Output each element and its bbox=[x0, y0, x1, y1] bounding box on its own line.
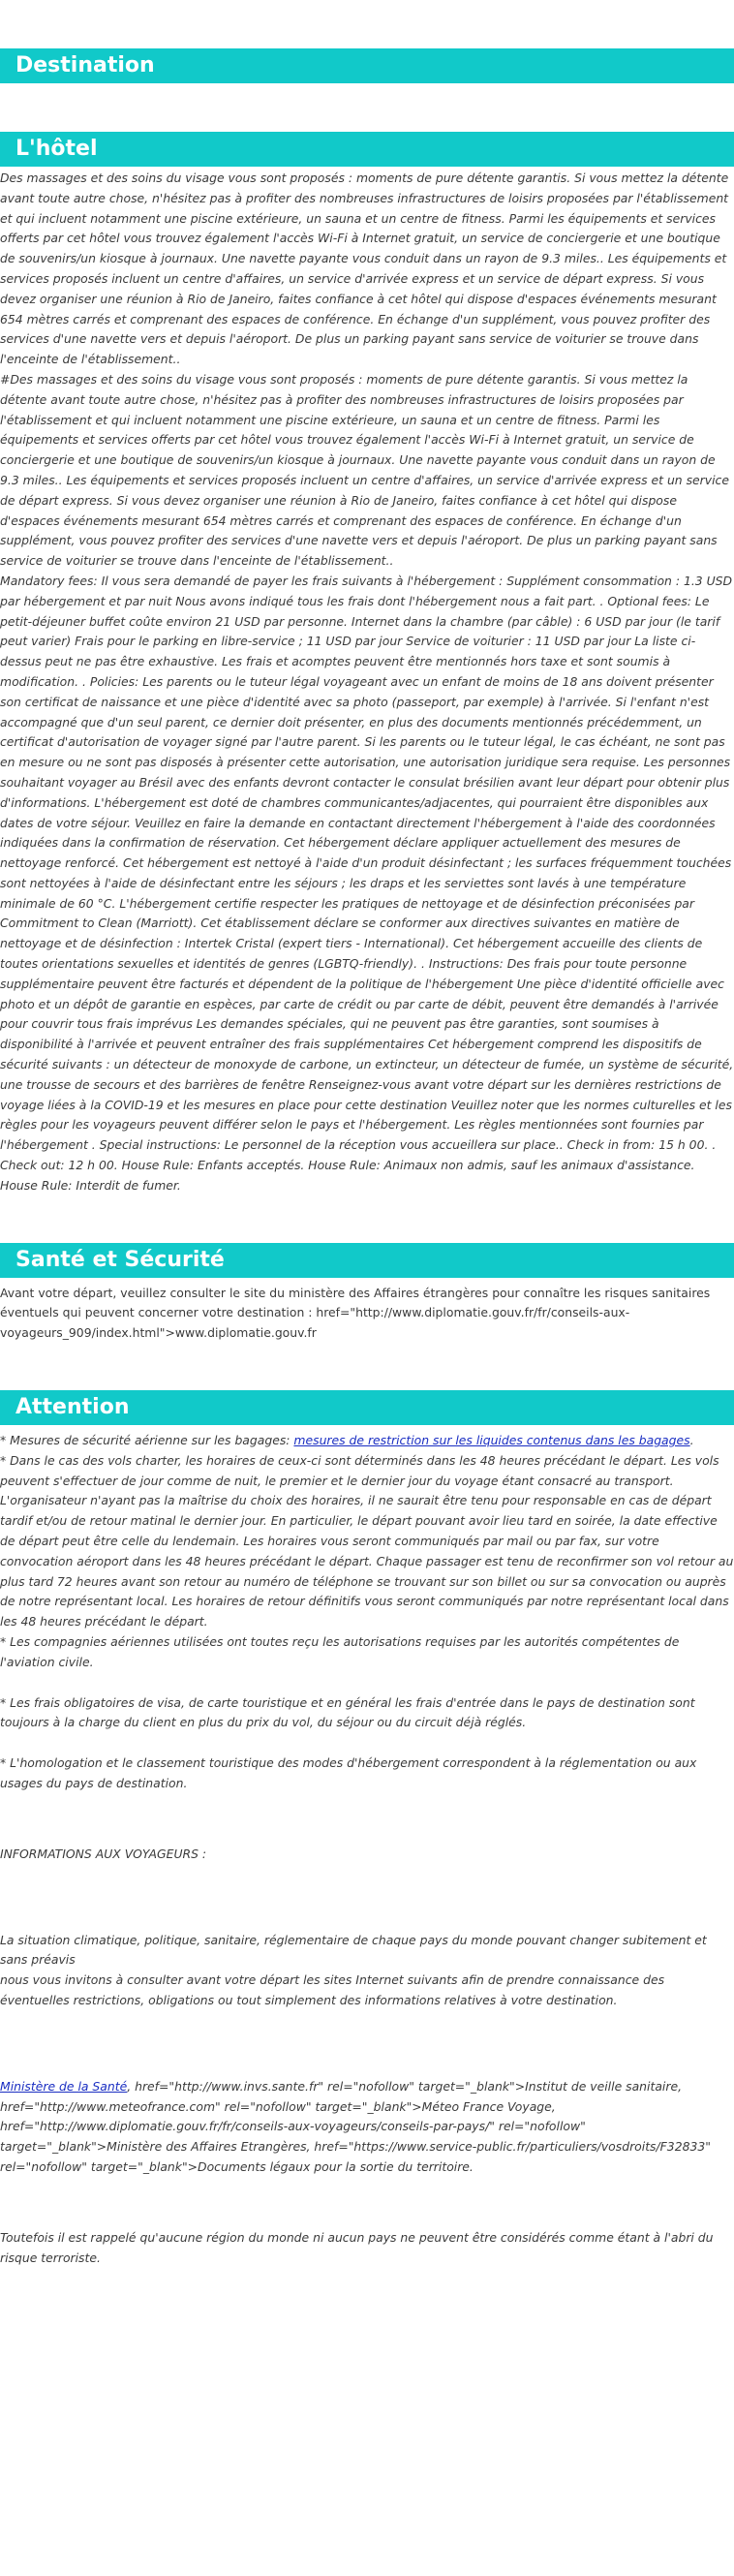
liquids-restriction-link[interactable]: mesures de restriction sur les liquides contenus dans les bagages bbox=[293, 1433, 690, 1448]
terrorism-notice: Toutefois il est rappelé qu'aucune région du monde ni aucun pays ne peuvent être considérés comme étant à l'abri du risque terroriste. bbox=[0, 2229, 714, 2265]
homologation-notice: * L'homologation et le classement touristique des modes d'hébergement correspondent à la réglementation ou aux usages du pays de destination. bbox=[0, 1755, 697, 1790]
airlines-notice: * Les compagnies aériennes utilisées ont toutes reçu les autorisations requises par les autorités compétentes de l'aviation civile. bbox=[0, 1634, 680, 1669]
useful-links bbox=[0, 2077, 734, 2178]
attention-heading: Attention bbox=[0, 1390, 734, 1425]
health-heading: Santé et Sécurité bbox=[0, 1243, 734, 1278]
situation-warning: La situation climatique, politique, sanitaire, réglementaire de chaque pays du monde pouvant changer subitement et sans préavis bbox=[0, 1932, 707, 1968]
traveller-info-heading: INFORMATIONS AUX VOYAGEURS : bbox=[0, 1846, 207, 1861]
hotel-heading: L'hôtel bbox=[0, 132, 734, 167]
charter-notice: * Dans le cas des vols charter, les horaires de ceux-ci sont déterminés dans les 48 heures précédant le départ. Les vols peuvent s'effectuer de jour comme de nuit, le premier et le dernier jour du voyage étant consacré au transport. L'organisateur n'ayant pas la maîtrise du choix des horaires, il ne saurait être tenu pour responsable en cas de départ tardif et/ou de retour matinal le dernier jour. En particulier, le départ pouvant avoir lieu tard en soirée, la date effective de départ peut être celle du lendemain. Les horaires vous seront communiqués par mail ou par fax, sur votre convocation aéroport dans les 48 heures précédant le départ. Chaque passager est tenu de reconfirmer son vol retour au plus tard 72 heures avant son retour au numéro de téléphone se trouvant sur son billet ou sur sa convocation ou auprès de notre représentant local. Les horaires de retour définitifs vous seront communiqués par notre représentant local dans les 48 heures précédant le départ. bbox=[0, 1452, 734, 1629]
destination-heading: Destination bbox=[0, 48, 734, 83]
situation-advice: nous vous invitons à consulter avant votre départ les sites Internet suivants afin de prendre connaissance des éventuelles restrictions, obligations ou tout simplement des informations relatives à votre destination. bbox=[0, 1972, 665, 2007]
hotel-description-repeat: #Des massages et des soins du visage vous sont proposés : moments de pure détente garantis. Si vous mettez la détente avant toute autre chose, n'hésitez pas à profiter des nombreuses infrastructures de loisirs proposées par l'établissement et qui incluent notamment une piscine extérieure, un sauna et un centre de fitness. Parmi les équipements et services offerts par cet hôtel vous trouvez également l'accès Wi-Fi à Internet gratuit, un service de conciergerie et une boutique de souvenirs/un kiosque à journaux. Une navette payante vous conduit dans un rayon de 9.3 miles.. Les équipements et services proposés incluent un centre d'affaires, un service d'arrivée express et un service de départ express. Si vous devez organiser une réunion à Rio de Janeiro, faites confiance à cet hôtel qui dispose d'espaces événements mesurant 654 mètres carrés et comprenant des espaces de conférence. En échange d'un supplément, vous pouvez profiter des services d'une navette vers et depuis l'aéroport. De plus un parking payant sans service de voiturier se trouve dans l'enceinte de l'établissement.. bbox=[0, 371, 729, 569]
hotel-description: Des massages et des soins du visage vous sont proposés : moments de pure détente garantis. Si vous mettez la détente avant toute autre chose, n'hésitez pas à profiter des nombreuses infrastructures de loisirs proposées par l'établissement et qui incluent notamment une piscine extérieure, un sauna et un centre de fitness. Parmi les équipements et services offerts par cet hôtel vous trouvez également l'accès Wi-Fi à Internet gratuit, un service de conciergerie et une boutique de souvenirs/un kiosque à journaux. Une navette payante vous conduit dans un rayon de 9.3 miles.. Les équipements et services proposés incluent un centre d'affaires, un service d'arrivée express et un service de départ express. Si vous devez organiser une réunion à Rio de Janeiro, faites confiance à cet hôtel qui dispose d'espaces événements mesurant 654 mètres carrés et comprenant des espaces de conférence. En échange d'un supplément, vous pouvez profiter des services d'une navette vers et depuis l'aéroport. De plus un parking payant sans service de voiturier se trouve dans l'enceinte de l'établissement.. bbox=[0, 171, 729, 367]
hotel-fees-policies: Mandatory fees: Il vous sera demandé de payer les frais suivants à l'hébergement : Supplément consommation : 1.3 USD par hébergement et par nuit Nous avons indiqué tous les frais dont l'hébergement nous a fait part. . Optional fees: Le petit-déjeuner buffet coûte environ 21 USD par personne. Internet dans la chambre (par câble) : 6 USD par jour (le tarif peut varier) Frais pour le parking en libre-service ; 11 USD par jour Service de voiturier : 11 USD par jour La liste ci-dessus peut ne pas être exhaustive. Les frais et acomptes peuvent être mentionnés hors taxe et sont soumis à modification. . Policies: Les parents ou le tuteur légal voyageant avec un enfant de moins de 18 ans doivent présenter son certificat de naissance et une pièce d'identité avec sa photo (passeport, par exemple) à l'arrivée. Si l'enfant n'est accompagné que d'un seul parent, ce dernier doit présenter, en plus des documents mentionnés précédemment, un certificat d'autorisation de voyager signé par l'autre parent. Si les parents ou le tuteur légal, le cas échéant, ne sont pas en mesure ou ne sont pas disposés à présenter cette autorisation, une autorisation juridique sera requise. Les personnes souhaitant voyager au Brésil avec des enfants devront contacter le consulat brésilien avant leur départ pour obtenir plus d'informations. L'hébergement est doté de chambres communicantes/adjacentes, qui pourraient être disponibles aux dates de votre séjour. Veuillez en faire la demande en contactant directement l'hébergement à l'aide des coordonnées indiquées dans la confirmation de réservation. Cet hébergement déclare appliquer actuellement des mesures de nettoyage renforcé. Cet hébergement est nettoyé à l'aide d'un produit désinfectant ; les surfaces fréquemment touchées sont nettoyées à l'aide de désinfectant entre les séjours ; les draps et les serviettes sont lavés à une température minimale de 60 °C. L'hébergement certifie respecter les pratiques de nettoyage et de désinfection préconisées par Commitment to Clean (Marriott). Cet établissement déclare se conformer aux directives suivantes en matière de nettoyage et de désinfection : Intertek Cristal (expert tiers - International). Cet hébergement accueille des clients de toutes orientations sexuelles et identités de genres (LGBTQ-friendly). . Instructions: Des frais pour toute personne supplémentaire peuvent être facturés et dépendent de la politique de l'hébergement Une pièce d'identité officielle avec photo et un dépôt de garantie en espèces, par carte de crédit ou par carte de débit, peuvent être demandés à l'arrivée pour couvrir tous frais imprévus Les demandes spéciales, qui ne peuvent pas être garanties, sont soumises à disponibilité à l'arrivée et peuvent entraîner des frais supplémentaires Cet hébergement comprend les dispositifs de sécurité suivants : un détecteur de monoxyde de carbone, un extincteur, un détecteur de fumée, un système de sécurité, une trousse de secours et des barrières de fenêtre Renseignez-vous avant votre départ sur les dernières restrictions de voyage liées à la COVID-19 et les mesures en place pour cette destination Veuillez noter que les normes culturelles et les règles pour les voyageurs peuvent différer selon le pays et l'hébergement. Les règles mentionnées sont fournies par l'hébergement . Special instructions: Le personnel de la réception vous accueillera sur place.. Check in from: 15 h 00. . Check out: 12 h 00. House Rule: Enfants acceptés. House Rule: Animaux non admis, sauf les animaux d'assistance. House Rule: Interdit de fumer. bbox=[0, 573, 734, 1193]
security-suffix: . bbox=[689, 1433, 694, 1448]
health-ministry-link[interactable]: Ministère de la Santé bbox=[0, 2078, 128, 2094]
visa-fees-notice: * Les frais obligatoires de visa, de carte touristique et en général les frais d'entrée dans le pays de destination sont toujours à la charge du client en plus du prix du vol, du séjour ou du circuit déjà réglés. bbox=[0, 1694, 695, 1730]
health-text: Avant votre départ, veuillez consulter le site du ministère des Affaires étrangères pour connaître les risques sanitaires éventuels qui peuvent concerner votre destination : href="http://www.diplomatie.gouv.fr/fr/conseils-aux-voyageurs_909/index.html">www.diplomatie.gouv.fr bbox=[0, 1285, 711, 1341]
security-prefix: * Mesures de sécurité aérienne sur les bagages: bbox=[0, 1433, 294, 1448]
security-notice bbox=[0, 1431, 734, 1451]
useful-links-text: , href="http://www.invs.sante.fr" rel="nofollow" target="_blank">Institut de veille sanitaire, href="http://www.meteofrance.com" rel="nofollow" target="_blank">Méteo France Voyage, href="http://www.diplomatie.gouv.fr/fr/conseils-aux-voyageurs/conseils-par-pays/" rel="nofollow" target="_blank">Ministère des Affaires Etrangères, href="https://www.service-public.fr/particuliers/vosdroits/F32833" rel="nofollow" target="_blank">Documents légaux pour la sortie du territoire. bbox=[0, 2078, 711, 2174]
